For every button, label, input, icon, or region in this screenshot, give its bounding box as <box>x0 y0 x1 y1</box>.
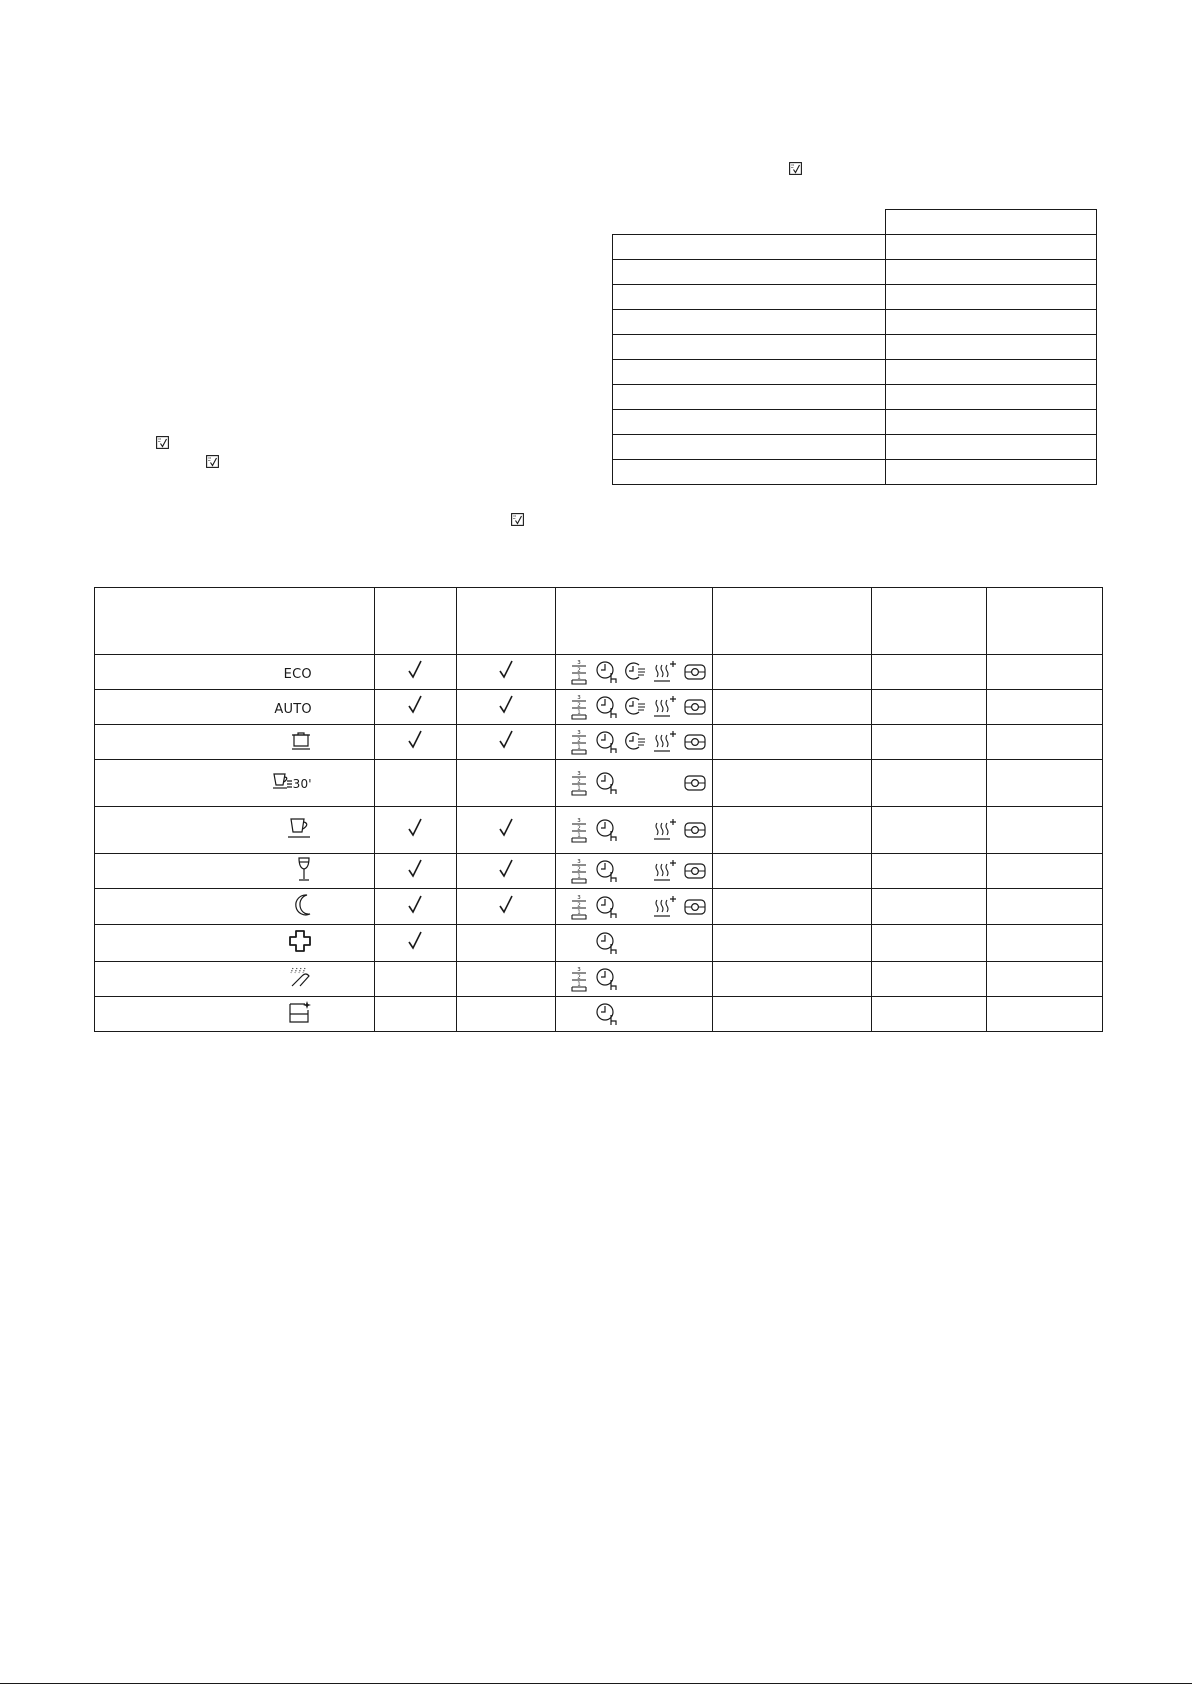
table-row <box>95 725 1103 760</box>
check-cell <box>456 962 555 997</box>
extra-dry-icon <box>653 858 677 884</box>
table-row <box>613 285 1097 310</box>
check-cell <box>374 690 456 725</box>
check-mark-icon <box>499 659 513 681</box>
empty-cell <box>987 807 1103 854</box>
svg-text:2: 2 <box>576 702 581 709</box>
options-cell <box>555 690 713 725</box>
programme-symbol-cell <box>95 655 375 690</box>
rack-layers-icon <box>570 858 588 884</box>
options-cell <box>555 760 713 807</box>
empty-cell <box>987 760 1103 807</box>
table-row <box>95 962 1103 997</box>
time-saver-icon <box>624 694 646 720</box>
svg-text:2: 2 <box>576 825 581 832</box>
options-cell <box>555 854 713 889</box>
svg-text:2: 2 <box>576 866 581 873</box>
check-cell <box>374 655 456 690</box>
table-row <box>613 235 1097 260</box>
delay-timer-icon <box>596 817 618 843</box>
check-cell <box>456 997 555 1032</box>
check-mark-icon <box>408 694 422 716</box>
show-option-icon <box>683 894 707 920</box>
table-row <box>95 997 1103 1032</box>
table-row <box>613 360 1097 385</box>
svg-text:3: 3 <box>576 771 581 777</box>
delay-timer-icon <box>596 966 618 992</box>
checklist-note-icon <box>789 162 802 175</box>
table-header-row <box>95 588 1103 655</box>
quick-cup-icon <box>271 771 312 791</box>
rinse-icon <box>288 966 312 988</box>
empty-cell <box>987 925 1103 962</box>
check-mark-icon <box>499 817 513 839</box>
rack-layers-icon <box>570 729 588 755</box>
show-option-icon <box>683 729 707 755</box>
check-mark-icon <box>499 858 513 880</box>
check-mark-icon <box>499 729 513 751</box>
table-row <box>613 310 1097 335</box>
delay-timer-icon <box>596 1001 618 1027</box>
programme-symbol-cell <box>95 854 375 889</box>
empty-cell <box>872 807 987 854</box>
programme-symbol-cell <box>95 925 375 962</box>
check-cell <box>456 807 555 854</box>
extra-dry-icon <box>653 817 677 843</box>
programme-symbol-cell <box>95 807 375 854</box>
empty-cell <box>987 725 1103 760</box>
svg-text:3: 3 <box>576 859 581 865</box>
settings-table <box>612 209 1097 485</box>
check-cell <box>374 807 456 854</box>
table-row <box>95 807 1103 854</box>
svg-text:2: 2 <box>576 667 581 674</box>
empty-cell <box>713 760 872 807</box>
empty-cell <box>987 962 1103 997</box>
svg-text:2: 2 <box>576 778 581 785</box>
cup-icon <box>286 816 312 840</box>
empty-cell <box>713 690 872 725</box>
check-cell <box>456 690 555 725</box>
programme-label: 30' <box>292 777 312 791</box>
delay-timer-icon <box>596 770 618 796</box>
check-cell <box>374 962 456 997</box>
rack-layers-icon <box>570 770 588 796</box>
empty-cell <box>872 760 987 807</box>
checklist-note-icon <box>156 436 169 449</box>
svg-text:3: 3 <box>576 660 581 666</box>
empty-cell <box>872 725 987 760</box>
extra-dry-icon <box>653 659 677 685</box>
svg-text:2: 2 <box>576 902 581 908</box>
table-row <box>95 760 1103 807</box>
check-cell <box>374 997 456 1032</box>
check-cell <box>456 889 555 925</box>
empty-cell <box>713 962 872 997</box>
delay-timer-icon <box>596 858 618 884</box>
svg-text:2: 2 <box>576 737 581 744</box>
check-mark-icon <box>408 930 422 952</box>
svg-text:3: 3 <box>576 894 581 901</box>
programme-symbol-cell <box>95 760 375 807</box>
empty-cell <box>987 655 1103 690</box>
time-saver-icon <box>624 659 646 685</box>
empty-cell <box>872 889 987 925</box>
options-cell <box>555 655 713 690</box>
table-row <box>95 690 1103 725</box>
check-cell <box>456 725 555 760</box>
show-option-icon <box>683 858 707 884</box>
delay-timer-icon <box>596 694 618 720</box>
check-mark-icon <box>408 817 422 839</box>
empty-cell <box>987 889 1103 925</box>
table-row <box>613 460 1097 485</box>
empty-cell <box>713 725 872 760</box>
rack-layers-icon <box>570 659 588 685</box>
svg-text:1: 1 <box>576 981 581 988</box>
programme-label: ECO <box>283 666 312 682</box>
empty-cell <box>872 962 987 997</box>
svg-text:1: 1 <box>576 785 581 792</box>
empty-cell <box>987 690 1103 725</box>
show-option-icon <box>683 694 707 720</box>
time-saver-icon <box>624 729 646 755</box>
check-mark-icon <box>499 694 513 716</box>
empty-cell <box>987 997 1103 1032</box>
moon-icon <box>294 893 312 917</box>
show-option-icon <box>683 770 707 796</box>
programme-symbol-cell <box>95 889 375 925</box>
check-cell <box>374 854 456 889</box>
options-cell <box>555 725 713 760</box>
svg-text:3: 3 <box>576 730 581 736</box>
options-cell <box>555 925 713 962</box>
table-row <box>613 210 1097 235</box>
check-mark-icon <box>499 894 513 916</box>
programme-table <box>94 587 1103 1032</box>
table-row <box>95 854 1103 889</box>
check-cell <box>374 925 456 962</box>
svg-text:3: 3 <box>576 818 581 824</box>
svg-text:3: 3 <box>576 695 581 701</box>
check-cell <box>374 760 456 807</box>
show-option-icon <box>683 817 707 843</box>
svg-text:1: 1 <box>576 909 581 915</box>
programme-symbol-cell <box>95 997 375 1032</box>
pot-icon <box>290 729 312 751</box>
empty-cell <box>713 997 872 1032</box>
delay-timer-icon <box>596 894 618 920</box>
cross-icon <box>288 929 312 953</box>
empty-cell <box>713 925 872 962</box>
empty-cell <box>872 690 987 725</box>
svg-text:1: 1 <box>576 832 581 839</box>
rack-layers-icon <box>570 694 588 720</box>
empty-cell <box>872 854 987 889</box>
delay-timer-icon <box>596 659 618 685</box>
programme-symbol-cell <box>95 690 375 725</box>
table-row <box>613 385 1097 410</box>
svg-text:3: 3 <box>576 967 581 973</box>
check-cell <box>456 760 555 807</box>
extra-dry-icon <box>653 729 677 755</box>
delay-timer-icon <box>596 729 618 755</box>
check-cell <box>456 655 555 690</box>
programme-symbol-cell <box>95 725 375 760</box>
svg-text:1: 1 <box>576 873 581 880</box>
self-clean-icon <box>288 1000 312 1024</box>
page-footer-rule <box>0 1683 1192 1684</box>
programme-label: AUTO <box>274 701 312 717</box>
rack-layers-icon <box>570 817 588 843</box>
svg-text:1: 1 <box>576 709 581 716</box>
empty-cell <box>713 655 872 690</box>
table-row <box>95 889 1103 925</box>
options-cell <box>555 807 713 854</box>
glass-icon <box>296 856 312 882</box>
options-cell <box>555 997 713 1032</box>
checklist-note-icon <box>511 513 524 526</box>
empty-cell <box>872 655 987 690</box>
rack-layers-icon <box>570 894 588 920</box>
check-mark-icon <box>408 894 422 916</box>
empty-cell <box>987 854 1103 889</box>
check-cell <box>456 854 555 889</box>
empty-cell <box>713 889 872 925</box>
check-cell <box>374 725 456 760</box>
table-row <box>613 260 1097 285</box>
table-row <box>95 655 1103 690</box>
extra-dry-icon <box>653 694 677 720</box>
check-mark-icon <box>408 858 422 880</box>
empty-cell <box>713 854 872 889</box>
delay-timer-icon <box>596 930 618 956</box>
empty-cell <box>872 997 987 1032</box>
table-row <box>613 410 1097 435</box>
svg-text:1: 1 <box>576 744 581 751</box>
extra-dry-icon <box>653 894 677 920</box>
checklist-note-icon <box>206 455 219 468</box>
check-cell <box>374 889 456 925</box>
svg-text:2: 2 <box>576 974 581 981</box>
check-cell <box>456 925 555 962</box>
options-cell <box>555 962 713 997</box>
rack-layers-icon <box>570 966 588 992</box>
svg-text:1: 1 <box>576 674 581 681</box>
table-row <box>613 335 1097 360</box>
programme-symbol-cell <box>95 962 375 997</box>
check-mark-icon <box>408 659 422 681</box>
options-cell <box>555 889 713 925</box>
empty-cell <box>872 925 987 962</box>
table-row <box>613 435 1097 460</box>
check-mark-icon <box>408 729 422 751</box>
table-row <box>95 925 1103 962</box>
show-option-icon <box>683 659 707 685</box>
empty-cell <box>713 807 872 854</box>
